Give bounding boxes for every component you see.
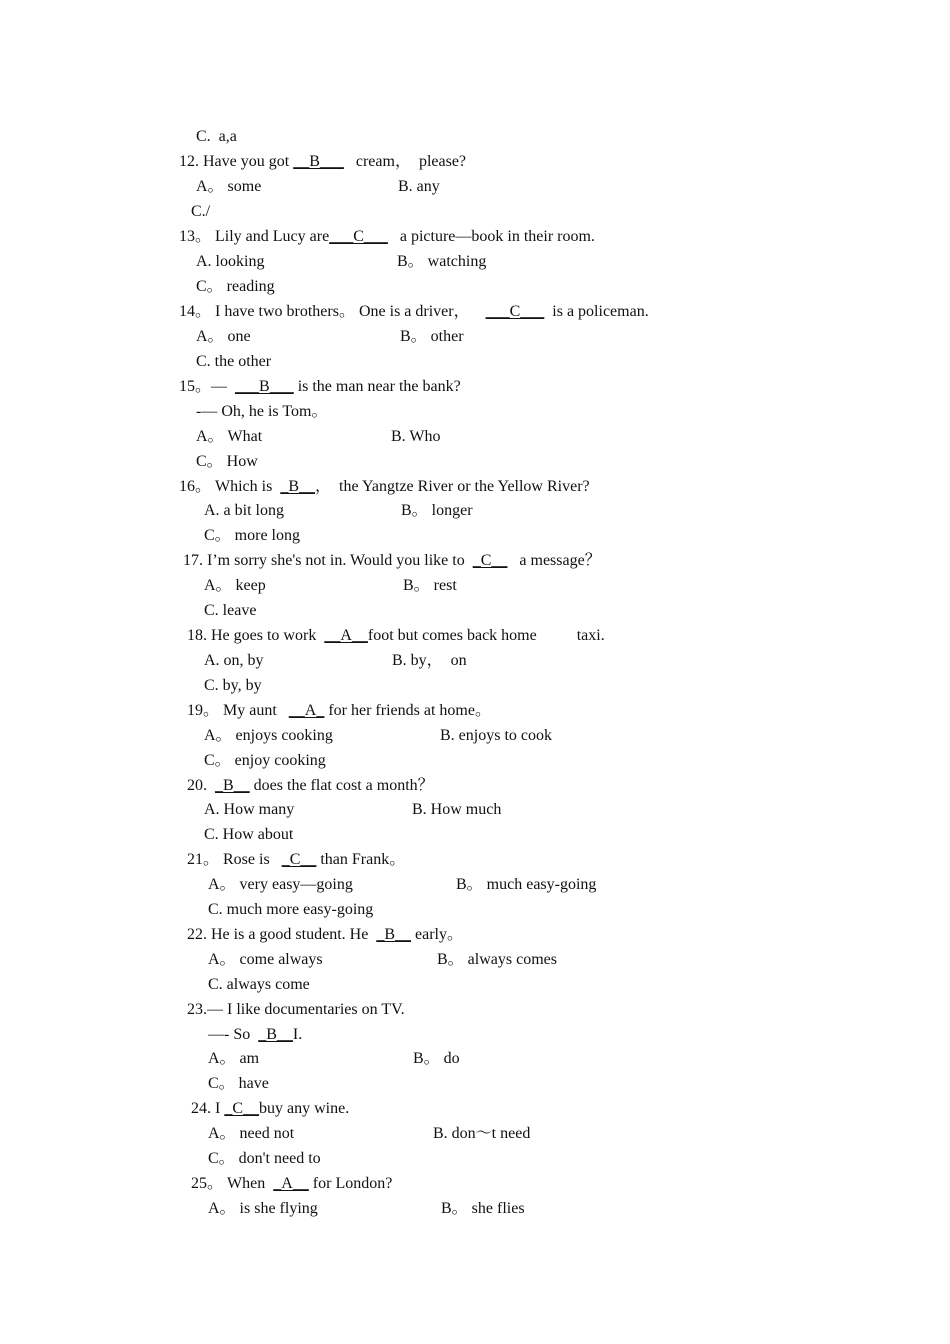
- q14-option-a: A。 one: [196, 328, 251, 345]
- q18-option-a: A. on, by: [204, 652, 264, 669]
- q14-stem-tail: is a policeman.: [544, 303, 649, 320]
- q16-answer-blank: _B__: [280, 478, 315, 495]
- q19-answer-blank: __A_: [288, 702, 325, 719]
- q14-option-c: C. the other: [196, 353, 272, 370]
- q13-answer-blank: ___C___: [329, 228, 388, 245]
- q24-option-c: C。 don't need to: [208, 1150, 321, 1167]
- q17-option-a: A。 keep: [204, 577, 266, 594]
- q21-stem-text: 21。 Rose is: [187, 851, 282, 868]
- q23-stem: 23.— I like documentaries on TV.: [187, 1001, 405, 1018]
- q19-stem-text: 19。 My aunt: [187, 702, 289, 719]
- q17-stem: [183, 551, 601, 571]
- q21-stem-tail: than Frank。: [316, 851, 406, 868]
- q13-stem-text: 13。 Lily and Lucy are: [179, 228, 330, 245]
- q21-option-b: B。 much easy-going: [456, 876, 597, 893]
- q19-option-c: C。 enjoy cooking: [204, 752, 326, 769]
- q15-answer-blank: ___B___: [235, 378, 294, 395]
- q13-option-b: B。 watching: [397, 253, 487, 270]
- q18-option-b: B. by， on: [392, 652, 467, 669]
- q12-option-a: A。 some: [196, 178, 262, 195]
- q18-stem: [187, 626, 605, 646]
- q22-stem-tail: early。: [410, 926, 463, 943]
- q14-answer-blank: ___C___: [485, 303, 545, 320]
- q16-option-a: A. a bit long: [204, 502, 284, 519]
- q12-stem-text: 12. Have you got: [179, 153, 294, 170]
- q24-answer-blank: _C__: [224, 1100, 259, 1117]
- q25-answer-blank: _A__: [273, 1175, 309, 1192]
- q15-option-b: B. Who: [391, 428, 441, 445]
- q15-stem: [179, 377, 461, 397]
- q15-reply: -— Oh, he is Tom。: [196, 403, 328, 420]
- q12-option-c: C./: [191, 203, 211, 220]
- q19-stem: [187, 701, 491, 721]
- q18-stem-text: 18. He goes to work: [187, 627, 325, 644]
- q24-stem-tail: buy any wine.: [259, 1100, 350, 1117]
- q16-option-b: B。 longer: [401, 502, 473, 519]
- q20-stem-tail: does the flat cost a month？: [249, 777, 434, 794]
- q21-option-a: A。 very easy—going: [208, 876, 353, 893]
- q15-option-c: C。 How: [196, 453, 258, 470]
- q15-stem-tail: is the man near the bank?: [293, 378, 461, 395]
- q14-stem-text: 14。 I have two brothers。 One is a driver，: [179, 303, 486, 320]
- q19-option-b: B. enjoys to cook: [440, 727, 552, 744]
- q16-stem-tail: ， the Yangtze River or the Yellow River?: [315, 478, 590, 495]
- q15-stem-text: 15。—: [179, 378, 236, 395]
- q20-option-a: A. How many: [204, 801, 295, 818]
- q13-option-a: A. looking: [196, 253, 265, 270]
- q25-option-a: A。 is she flying: [208, 1200, 318, 1217]
- q23-reply: [208, 1025, 302, 1045]
- q23-answer-blank: _B__: [258, 1026, 293, 1043]
- q21-answer-blank: _C__: [281, 851, 317, 868]
- q18-stem-tail: foot but comes back home taxi.: [367, 627, 605, 644]
- q25-stem-tail: for London?: [308, 1175, 393, 1192]
- q17-option-c: C. leave: [204, 602, 257, 619]
- q20-stem: [187, 776, 434, 796]
- q18-answer-blank: __A__: [324, 627, 368, 644]
- q22-option-b: B。 always comes: [437, 951, 557, 968]
- q13-option-c: C。 reading: [196, 278, 275, 295]
- q16-option-c: C。 more long: [204, 527, 300, 544]
- q24-stem-text: 24. I: [191, 1100, 225, 1117]
- q24-stem: [191, 1099, 349, 1119]
- q16-stem-text: 16。 Which is: [179, 478, 281, 495]
- q24-option-a: A。 need not: [208, 1125, 295, 1142]
- q15-option-a: A。 What: [196, 428, 263, 445]
- q20-answer-blank: _B__: [215, 777, 250, 794]
- q23-option-b: B。 do: [413, 1050, 460, 1067]
- q17-option-b: B。 rest: [403, 577, 457, 594]
- q20-option-b: B. How much: [412, 801, 502, 818]
- q23-option-a: A。 am: [208, 1050, 260, 1067]
- q11-option-c: C. a,a: [196, 128, 237, 145]
- q19-stem-tail: for her friends at home。: [324, 702, 491, 719]
- q22-answer-blank: _B__: [376, 926, 411, 943]
- q14-option-b: B。 other: [400, 328, 464, 345]
- q12-answer-blank: __B___: [293, 153, 344, 170]
- q13-stem-tail: a picture—book in their room.: [387, 228, 595, 245]
- q23-option-c: C。 have: [208, 1075, 269, 1092]
- q20-option-c: C. How about: [204, 826, 294, 843]
- q18-option-c: C. by, by: [204, 677, 262, 694]
- q22-option-c: C. always come: [208, 976, 310, 993]
- q23-reply-text: —- So: [208, 1026, 259, 1043]
- q21-stem: [187, 850, 405, 870]
- q22-stem: [187, 925, 463, 945]
- q19-option-a: A。 enjoys cooking: [204, 727, 333, 744]
- q12-stem: [179, 152, 466, 172]
- q22-option-a: A。 come always: [208, 951, 323, 968]
- q20-stem-text: 20.: [187, 777, 215, 794]
- q22-stem-text: 22. He is a good student. He: [187, 926, 377, 943]
- q12-stem-tail: cream， please?: [343, 153, 467, 170]
- q25-stem-text: 25。 When: [191, 1175, 274, 1192]
- q16-stem: [179, 477, 590, 497]
- q21-option-c: C. much more easy-going: [208, 901, 374, 918]
- q24-option-b: B. don～t need: [433, 1125, 531, 1142]
- q13-stem: [179, 227, 595, 247]
- q23-reply-tail: I.: [292, 1026, 303, 1043]
- q17-stem-tail: a message？: [507, 552, 601, 569]
- q17-stem-text: 17. I’m sorry she's not in. Would you like to: [183, 552, 473, 569]
- q17-answer-blank: _C__: [472, 552, 508, 569]
- q12-option-b: B. any: [398, 178, 440, 195]
- q14-stem: [179, 302, 649, 322]
- q25-option-b: B。 she flies: [441, 1200, 525, 1217]
- q25-stem: [191, 1174, 392, 1194]
